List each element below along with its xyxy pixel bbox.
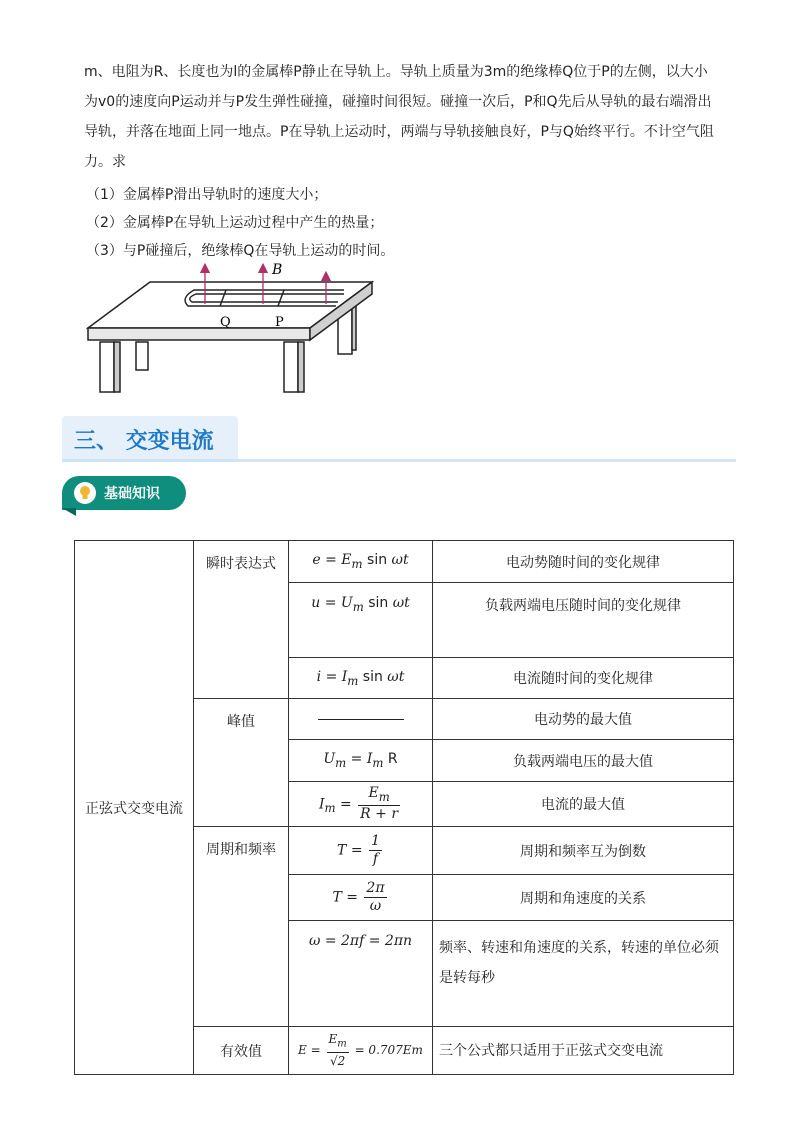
rail-table-figure	[84, 258, 384, 398]
formula-em-blank	[289, 699, 433, 740]
label-p: P	[275, 315, 284, 330]
formula-omega: ω = 2πf = 2πn	[289, 921, 433, 1027]
formula-t-f: T = $\frac{1}{f}$	[289, 827, 433, 875]
fill-in-blank	[318, 718, 404, 720]
problem-line-3: 导轨，并落在地面上同一地点。P在导轨上运动时，两端与导轨接触良好，P与Q始终平行。不计空气阻	[84, 124, 714, 140]
desc-cell: 电动势的最大值	[433, 699, 734, 740]
question-1: （1）金属棒P滑出导轨时的速度大小；	[86, 187, 328, 203]
desc-cell: 电流的最大值	[433, 782, 734, 827]
label-q: Q	[220, 315, 231, 330]
formula-t-omega: T = $\frac{2\pi}{\omega}$	[289, 875, 433, 921]
badge-label: 基础知识	[104, 486, 160, 502]
desc-cell: 负载两端电压随时间的变化规律	[433, 583, 734, 658]
lightbulb-icon	[74, 482, 96, 504]
desc-cell: 频率、转速和角速度的关系，转速的单位必须是转每秒	[433, 921, 734, 1027]
desc-cell: 周期和频率互为倒数	[433, 827, 734, 875]
formula-u-instant: $u = U_m$ sin ωt	[289, 583, 433, 658]
section-title: 三、 交变电流	[74, 429, 214, 454]
badge-tail	[62, 508, 76, 516]
desc-cell: 电流随时间的变化规律	[433, 658, 734, 699]
main-category-cell: 正弦式交变电流	[75, 541, 194, 1075]
group-period-frequency: 周期和频率	[194, 827, 289, 1027]
problem-line-1: m、电阻为R、长度也为l的金属棒P静止在导轨上。导轨上质量为3m的绝缘棒Q位于P的左侧，以大小	[84, 64, 708, 80]
formula-i-instant: $i = I_m$ sin ωt	[289, 658, 433, 699]
section-divider	[62, 459, 736, 462]
problem-line-4: 力。求	[84, 154, 126, 170]
desc-cell: 电动势随时间的变化规律	[433, 541, 734, 583]
desc-cell: 周期和角速度的关系	[433, 875, 734, 921]
problem-line-2: 为v0的速度向P运动并与P发生弹性碰撞，碰撞时间很短。碰撞一次后，P和Q先后从导轨的最右端滑出	[84, 94, 712, 110]
question-3: （3）与P碰撞后，绝缘棒Q在导轨上运动的时间。	[86, 243, 395, 259]
problem-text	[84, 57, 734, 177]
question-2: （2）金属棒P在导轨上运动过程中产生的热量；	[86, 215, 384, 231]
table-row	[75, 541, 734, 583]
formula-um: $U_m = I_m$ R	[289, 740, 433, 782]
table-top	[88, 282, 372, 340]
ac-knowledge-table	[74, 540, 734, 1075]
formula-e-instant: $e = E_m$ sin ωt	[289, 541, 433, 583]
group-effective-value: 有效值	[194, 1027, 289, 1075]
group-instantaneous: 瞬时表达式	[194, 541, 289, 699]
formula-effective: E = $\frac{E_m}{√2}$ = 0.707Em	[289, 1027, 433, 1075]
group-peak: 峰值	[194, 699, 289, 827]
desc-cell: 三个公式都只适用于正弦式交变电流	[433, 1027, 734, 1075]
formula-im: $I_m$ = $\frac{E_m}{R + r}$	[289, 782, 433, 827]
label-b: B	[272, 262, 283, 278]
desc-cell: 负载两端电压的最大值	[433, 740, 734, 782]
